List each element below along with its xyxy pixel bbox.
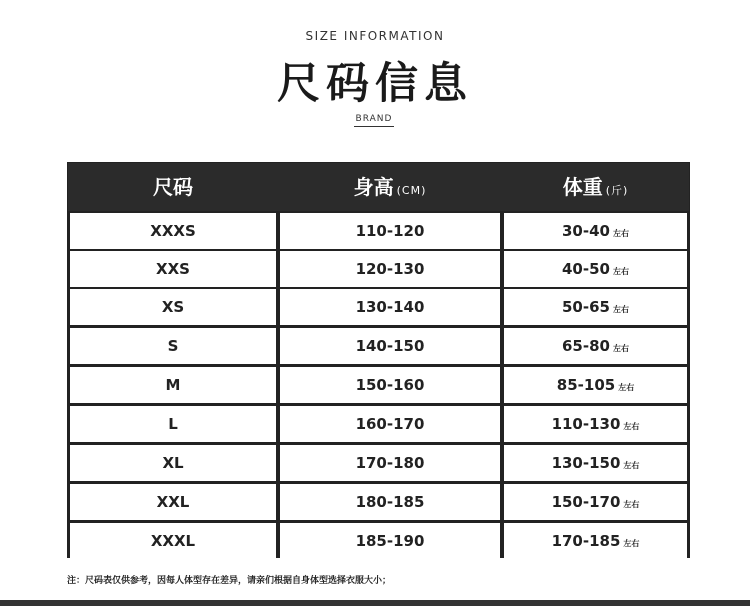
height-cell: 185-190 xyxy=(280,523,500,559)
approx-suffix: 左右 xyxy=(623,500,640,509)
size-cell: XXL xyxy=(70,484,276,520)
weight-value: 130-150 xyxy=(551,454,621,472)
size-table xyxy=(67,162,690,558)
table-row xyxy=(68,484,689,520)
table-row xyxy=(68,289,689,325)
page-title: 尺码信息 xyxy=(277,59,473,109)
size-cell: XL xyxy=(70,445,276,481)
header-weight-unit: (斤) xyxy=(605,184,629,197)
table-row xyxy=(68,251,689,287)
approx-suffix: 左右 xyxy=(612,344,629,353)
weight-cell xyxy=(504,484,687,520)
weight-value: 150-170 xyxy=(551,493,621,511)
height-cell: 160-170 xyxy=(280,406,500,442)
size-cell: M xyxy=(70,367,276,403)
page-subtitle: SIZE INFORMATION xyxy=(305,29,445,43)
brand-label: BRAND xyxy=(354,114,394,127)
weight-value: 85-105 xyxy=(556,376,616,394)
weight-cell xyxy=(504,445,687,481)
height-cell: 170-180 xyxy=(280,445,500,481)
weight-value: 40-50 xyxy=(562,260,610,278)
height-cell: 140-150 xyxy=(280,328,500,364)
weight-value: 65-80 xyxy=(562,337,610,355)
header-height-unit: (CM) xyxy=(396,184,427,197)
header-weight xyxy=(504,163,687,211)
approx-suffix: 左右 xyxy=(623,422,640,431)
table-row xyxy=(68,367,689,403)
height-cell: 130-140 xyxy=(280,289,500,325)
header-height xyxy=(280,163,500,211)
weight-cell xyxy=(504,213,687,249)
weight-value: 170-185 xyxy=(551,532,621,550)
approx-suffix: 左右 xyxy=(623,539,640,548)
header-size xyxy=(70,163,276,211)
table-row xyxy=(68,406,689,442)
table-header xyxy=(68,163,689,211)
weight-cell xyxy=(504,328,687,364)
table-row xyxy=(68,523,689,559)
footnote: 注：尺码表仅供参考，因每人体型存在差异，请亲们根据自身体型选择衣服大小； xyxy=(67,576,392,586)
weight-cell xyxy=(504,523,687,559)
bottom-divider xyxy=(0,600,750,606)
weight-value: 50-65 xyxy=(562,298,610,316)
header-height-label: 身高 xyxy=(353,175,394,199)
size-cell: XXS xyxy=(70,251,276,287)
weight-cell xyxy=(504,289,687,325)
approx-suffix: 左右 xyxy=(618,383,635,392)
weight-cell xyxy=(504,251,687,287)
height-cell: 180-185 xyxy=(280,484,500,520)
height-cell: 120-130 xyxy=(280,251,500,287)
approx-suffix: 左右 xyxy=(623,461,640,470)
approx-suffix: 左右 xyxy=(612,267,629,276)
weight-cell xyxy=(504,367,687,403)
height-cell: 150-160 xyxy=(280,367,500,403)
size-cell: XXXL xyxy=(70,523,276,559)
height-cell: 110-120 xyxy=(280,213,500,249)
size-cell: S xyxy=(70,328,276,364)
header-weight-label: 体重 xyxy=(562,175,603,199)
size-cell: XS xyxy=(70,289,276,325)
approx-suffix: 左右 xyxy=(612,305,629,314)
table-row xyxy=(68,213,689,249)
table-row xyxy=(68,445,689,481)
weight-cell xyxy=(504,406,687,442)
header-size-label: 尺码 xyxy=(153,175,193,199)
approx-suffix: 左右 xyxy=(612,229,629,238)
size-cell: XXXS xyxy=(70,213,276,249)
weight-value: 30-40 xyxy=(562,222,610,240)
table-row xyxy=(68,328,689,364)
weight-value: 110-130 xyxy=(551,415,621,433)
size-cell: L xyxy=(70,406,276,442)
